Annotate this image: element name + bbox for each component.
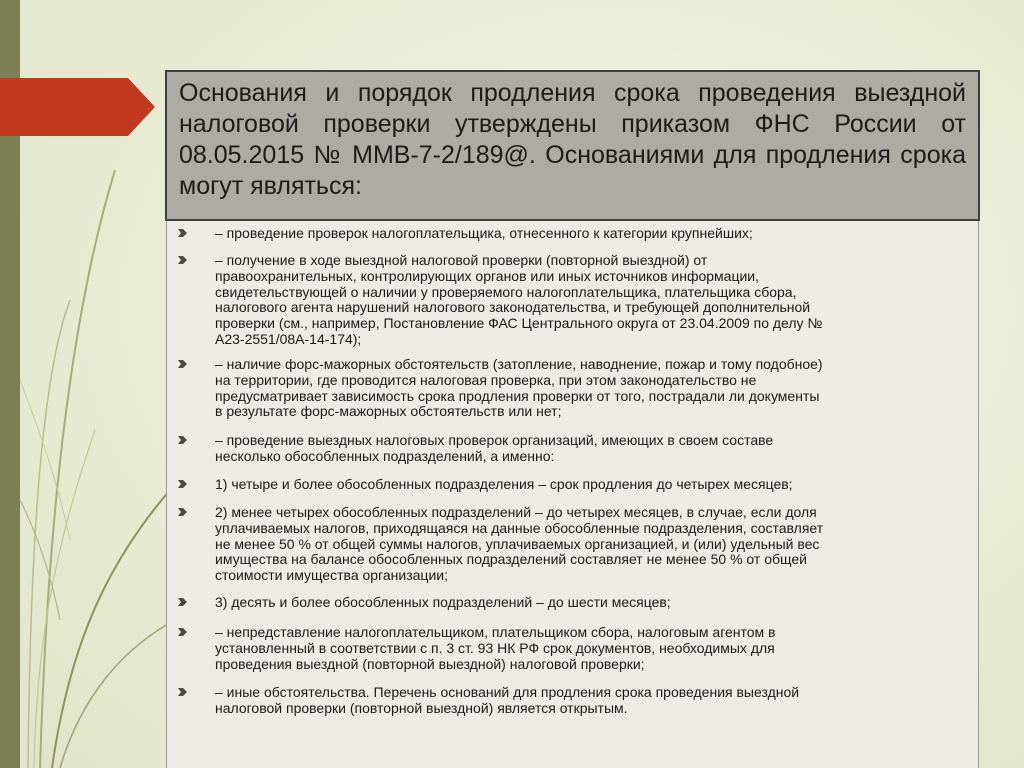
list-item-text: 1) четыре и более обособленных подразделения – срок продления до четырех месяцев; xyxy=(215,476,793,492)
arrow-bullet-icon xyxy=(177,358,189,370)
list-item-text: 2) менее четырех обособленных подразделений – до четырех месяцев, в случае, если доля уплачиваемых налогов, приходящаяся на данные обособленные подразделения, составляет не менее 50 % от общей суммы налогов, уплачиваемых организацией, и (или) удельный вес имущества на балансе обособленных подразделений составляет не менее 50 % от общей стоимости имущества организации; xyxy=(215,504,824,584)
slide-title: Основания и порядок продления срока проведения выездной налоговой проверки утверждены приказом ФНС России от 08.05.2015 № ММВ-7-2/189@. Основаниями для продления срока могут являться: xyxy=(179,79,966,200)
title-box xyxy=(165,70,980,221)
list-item-text: – получение в ходе выездной налоговой проверки (повторной выездной) от правоохранительных, контролирующих органов или иных источников информации, свидетельствующей о наличии у проверяемого налогоплательщика, плательщика сбора, налогового агента нарушений налогового законодательства, и требующей дополнительной проверки (см., например, Постановление ФАС Центрального округа от 23.04.2009 по делу № А23-2551/08А-14-174); xyxy=(215,252,823,347)
red-arrow-tab xyxy=(0,78,155,136)
list-item-text: – иные обстоятельства. Перечень оснований для продления срока проведения выездной налоговой проверки (повторной выездной) является открытым. xyxy=(215,684,800,716)
arrow-bullet-icon xyxy=(177,227,189,239)
list-item-text: – проведение выездных налоговых проверок организаций, имеющих в своем составе несколько обособленных подразделений, а именно: xyxy=(215,432,774,464)
arrow-bullet-icon xyxy=(177,254,189,266)
list-item-text: – непредставление налогоплательщиком, плательщиком сбора, налоговым агентом в установленный в соответствии с п. 3 ст. 93 НК РФ срок документов, необходимых для проведения выездной (повторной выездной) налоговой проверки; xyxy=(215,624,776,672)
list-item-text: – наличие форс-мажорных обстоятельств (затопление, наводнение, пожар и тому подобное) на территории, где проводится налоговая проверка, при этом законодательство не предусматривает зависимость срока продления проверки от того, пострадали ли документы в результате форс-мажорных обстоятельств или нет; xyxy=(215,356,823,420)
arrow-bullet-icon xyxy=(177,478,189,490)
arrow-bullet-icon xyxy=(177,434,189,446)
content-box xyxy=(166,221,979,768)
arrow-bullet-icon xyxy=(177,506,189,518)
arrow-bullet-icon xyxy=(177,626,189,638)
list-item-text: – проведение проверок налогоплательщика, отнесенного к категории крупнейших; xyxy=(215,225,753,241)
arrow-bullet-icon xyxy=(177,596,189,608)
arrow-bullet-icon xyxy=(177,686,189,698)
list-item-text: 3) десять и более обособленных подразделений – до шести месяцев; xyxy=(215,594,671,610)
